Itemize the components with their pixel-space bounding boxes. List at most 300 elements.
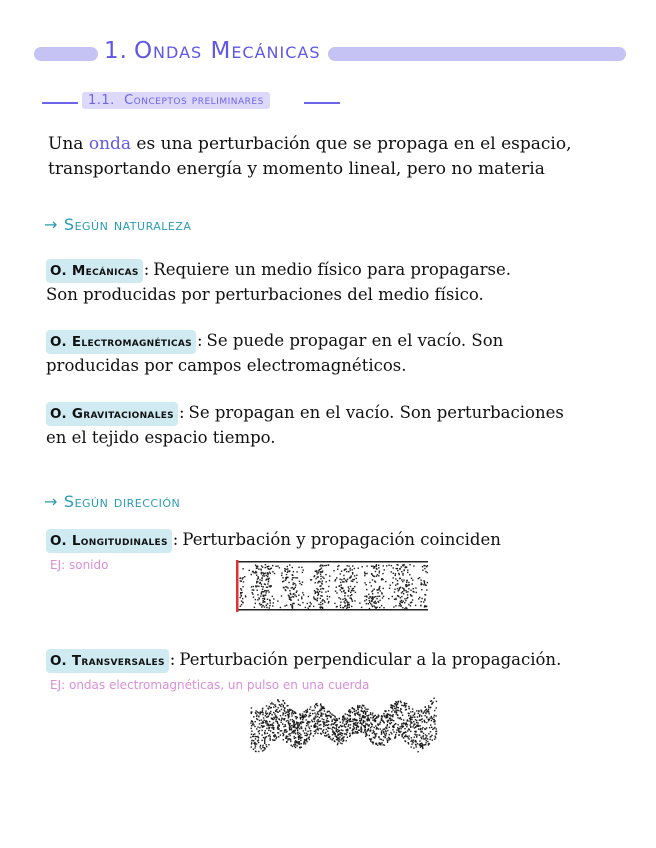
particle	[424, 720, 425, 721]
particle	[262, 740, 263, 741]
particle	[382, 744, 383, 745]
particle	[376, 564, 377, 565]
particle	[252, 593, 253, 594]
particle	[420, 580, 421, 581]
particle	[263, 737, 264, 738]
particle	[389, 715, 390, 716]
particle	[255, 565, 256, 566]
particle	[383, 736, 384, 737]
particle	[430, 731, 431, 732]
particle	[338, 741, 339, 742]
particle	[352, 721, 353, 722]
particle	[253, 572, 254, 573]
particle	[390, 720, 391, 721]
particle	[412, 579, 413, 580]
particle	[327, 596, 328, 597]
particle	[296, 596, 297, 597]
particle	[254, 607, 255, 608]
particle	[312, 721, 313, 722]
particle	[264, 743, 265, 744]
particle	[428, 720, 429, 721]
particle	[412, 726, 413, 727]
particle	[344, 569, 345, 570]
particle	[321, 595, 322, 596]
particle	[327, 715, 328, 716]
particle	[261, 573, 262, 574]
particle	[338, 597, 339, 598]
particle	[356, 713, 357, 714]
particle	[433, 719, 434, 720]
particle	[333, 570, 334, 571]
particle	[404, 736, 405, 737]
particle	[363, 725, 364, 726]
particle	[277, 722, 278, 723]
particle	[383, 588, 384, 589]
particle	[390, 738, 391, 739]
particle	[341, 732, 342, 733]
particle	[434, 710, 435, 711]
particle	[310, 713, 311, 714]
particle	[384, 722, 385, 723]
particle	[393, 573, 394, 574]
particle	[396, 702, 397, 703]
particle	[327, 718, 328, 719]
particle	[334, 722, 335, 723]
particle	[419, 740, 420, 741]
particle	[337, 735, 338, 736]
particle	[256, 716, 257, 717]
particle	[334, 603, 335, 604]
particle	[313, 596, 314, 597]
particle	[411, 719, 412, 720]
particle	[342, 737, 343, 738]
particle	[258, 742, 259, 743]
particle	[293, 589, 294, 590]
particle	[262, 714, 263, 715]
particle	[337, 739, 338, 740]
particle	[254, 747, 255, 748]
particle	[345, 713, 346, 714]
particle	[331, 721, 332, 722]
particle	[394, 737, 395, 738]
particle	[322, 713, 323, 714]
particle	[337, 566, 338, 567]
particle	[375, 601, 376, 602]
page-title	[104, 38, 321, 64]
particle	[421, 711, 422, 712]
particle	[364, 711, 365, 712]
particle	[346, 740, 347, 741]
particle	[327, 727, 328, 728]
particle	[309, 739, 310, 740]
particle	[383, 740, 384, 741]
particle	[281, 704, 282, 705]
particle	[309, 715, 310, 716]
particle	[351, 594, 352, 595]
particle	[314, 590, 315, 591]
particle	[281, 709, 282, 710]
particle	[354, 568, 355, 569]
particle	[339, 718, 340, 719]
particle	[352, 733, 353, 734]
particle	[410, 594, 411, 595]
particle	[317, 723, 318, 724]
particle	[329, 596, 330, 597]
particle	[410, 605, 411, 606]
particle	[277, 600, 278, 601]
particle	[320, 703, 321, 704]
particle	[256, 728, 257, 729]
particle	[352, 712, 353, 713]
particle	[307, 709, 308, 710]
particle	[382, 579, 383, 580]
particle	[373, 576, 374, 577]
particle	[367, 718, 368, 719]
particle	[348, 715, 349, 716]
particle	[261, 584, 262, 585]
particle	[348, 586, 349, 587]
particle	[343, 590, 344, 591]
particle	[353, 708, 354, 709]
particle	[287, 705, 288, 706]
particle	[302, 716, 303, 717]
particle	[321, 582, 322, 583]
particle	[287, 577, 288, 578]
electromagneticas-line-2: producidas por campos electromagnéticos.	[46, 356, 407, 375]
particle	[263, 747, 264, 748]
particle	[282, 700, 283, 701]
particle	[300, 722, 301, 723]
particle	[324, 600, 325, 601]
particle	[405, 585, 406, 586]
particle	[253, 589, 254, 590]
particle	[366, 565, 367, 566]
particle	[285, 726, 286, 727]
particle	[357, 723, 358, 724]
particle	[401, 719, 402, 720]
particle	[376, 598, 377, 599]
particle	[329, 575, 330, 576]
particle	[337, 731, 338, 732]
particle	[320, 733, 321, 734]
particle	[273, 707, 274, 708]
particle	[299, 747, 300, 748]
particle	[251, 734, 252, 735]
particle	[352, 572, 353, 573]
particle	[385, 730, 386, 731]
particle	[269, 605, 270, 606]
particle	[390, 715, 391, 716]
particle	[264, 583, 265, 584]
particle	[278, 736, 279, 737]
particle	[319, 591, 320, 592]
particle	[336, 592, 337, 593]
particle	[362, 722, 363, 723]
particle	[292, 605, 293, 606]
particle	[340, 734, 341, 735]
particle	[313, 735, 314, 736]
particle	[393, 577, 394, 578]
particle	[291, 732, 292, 733]
particle	[405, 736, 406, 737]
particle	[344, 595, 345, 596]
particle	[259, 579, 260, 580]
particle	[299, 733, 300, 734]
particle	[289, 729, 290, 730]
particle	[414, 737, 415, 738]
particle	[281, 718, 282, 719]
particle	[301, 737, 302, 738]
particle	[287, 587, 288, 588]
particle	[418, 711, 419, 712]
particle	[384, 716, 385, 717]
particle	[306, 741, 307, 742]
particle	[267, 587, 268, 588]
particle	[261, 725, 262, 726]
particle	[386, 717, 387, 718]
particle	[269, 571, 270, 572]
particle	[418, 578, 419, 579]
particle	[403, 593, 404, 594]
particle	[293, 571, 294, 572]
particle	[351, 580, 352, 581]
particle	[357, 705, 358, 706]
particle	[337, 724, 338, 725]
particle	[340, 739, 341, 740]
particle	[383, 713, 384, 714]
particle	[317, 591, 318, 592]
particle	[392, 596, 393, 597]
particle	[341, 735, 342, 736]
particle	[403, 601, 404, 602]
particle	[371, 598, 372, 599]
particle	[430, 717, 431, 718]
particle	[347, 602, 348, 603]
particle	[317, 573, 318, 574]
particle	[292, 603, 293, 604]
particle	[371, 726, 372, 727]
particle	[341, 743, 342, 744]
particle	[419, 716, 420, 717]
particle	[297, 734, 298, 735]
particle	[373, 742, 374, 743]
particle	[317, 733, 318, 734]
particle	[365, 725, 366, 726]
particle	[303, 569, 304, 570]
particle	[377, 728, 378, 729]
particle	[396, 568, 397, 569]
particle	[300, 747, 301, 748]
particle	[372, 732, 373, 733]
particle	[355, 725, 356, 726]
particle	[371, 574, 372, 575]
particle	[431, 703, 432, 704]
particle	[258, 737, 259, 738]
particle	[257, 590, 258, 591]
particle	[347, 714, 348, 715]
particle	[296, 742, 297, 743]
particle	[255, 710, 256, 711]
particle	[406, 591, 407, 592]
particle	[405, 600, 406, 601]
particle	[366, 724, 367, 725]
mecanicas-line-1: Requiere un medio físico para propagarse.	[153, 260, 511, 279]
particle	[240, 577, 241, 578]
particle	[325, 722, 326, 723]
particle	[355, 592, 356, 593]
particle	[269, 734, 270, 735]
particle	[430, 707, 431, 708]
particle	[388, 565, 389, 566]
particle	[372, 599, 373, 600]
particle	[401, 724, 402, 725]
particle	[413, 721, 414, 722]
particle	[278, 724, 279, 725]
particle	[342, 719, 343, 720]
particle	[394, 724, 395, 725]
particle	[376, 717, 377, 718]
particle	[345, 726, 346, 727]
particle	[347, 718, 348, 719]
particle	[315, 717, 316, 718]
particle	[406, 709, 407, 710]
particle	[428, 709, 429, 710]
particle	[281, 572, 282, 573]
particle	[396, 732, 397, 733]
particle	[269, 721, 270, 722]
particle	[315, 731, 316, 732]
particle	[384, 569, 385, 570]
particle	[435, 733, 436, 734]
particle	[381, 718, 382, 719]
particle	[259, 746, 260, 747]
particle	[344, 578, 345, 579]
particle	[397, 580, 398, 581]
particle	[354, 711, 355, 712]
particle	[375, 720, 376, 721]
particle	[421, 601, 422, 602]
particle	[260, 712, 261, 713]
particle	[300, 723, 301, 724]
particle	[261, 580, 262, 581]
particle	[284, 724, 285, 725]
particle	[274, 573, 275, 574]
particle	[284, 708, 285, 709]
particle	[352, 590, 353, 591]
particle	[264, 733, 265, 734]
particle	[337, 720, 338, 721]
particle	[405, 706, 406, 707]
particle	[425, 709, 426, 710]
particle	[379, 744, 380, 745]
particle	[292, 567, 293, 568]
title-bar-left	[34, 47, 98, 61]
particle	[372, 596, 373, 597]
particle	[407, 591, 408, 592]
particle	[424, 715, 425, 716]
particle	[350, 735, 351, 736]
particle	[365, 729, 366, 730]
particle	[305, 716, 306, 717]
particle	[423, 738, 424, 739]
particle	[305, 710, 306, 711]
particle	[356, 710, 357, 711]
particle	[428, 705, 429, 706]
particle	[381, 730, 382, 731]
particle	[388, 737, 389, 738]
particle	[299, 583, 300, 584]
particle	[318, 570, 319, 571]
particle	[327, 730, 328, 731]
particle	[261, 723, 262, 724]
particle	[403, 705, 404, 706]
particle	[385, 735, 386, 736]
particle	[345, 592, 346, 593]
particle	[306, 712, 307, 713]
particle	[356, 575, 357, 576]
particle	[352, 730, 353, 731]
particle	[362, 705, 363, 706]
particle	[328, 601, 329, 602]
particle	[408, 588, 409, 589]
particle	[300, 718, 301, 719]
term-electromagneticas: O. Electromagnéticas	[46, 330, 196, 354]
particle	[296, 718, 297, 719]
particle	[375, 725, 376, 726]
particle	[306, 723, 307, 724]
arrow-icon: →	[44, 492, 58, 511]
particle	[308, 716, 309, 717]
particle	[421, 715, 422, 716]
particle	[347, 720, 348, 721]
particle	[323, 729, 324, 730]
particle	[364, 596, 365, 597]
particle	[372, 579, 373, 580]
particle	[301, 567, 302, 568]
subtitle-number: 1.1.	[88, 93, 115, 108]
particle	[337, 729, 338, 730]
particle	[302, 722, 303, 723]
particle	[376, 566, 377, 567]
particle	[369, 582, 370, 583]
particle	[401, 571, 402, 572]
particle	[406, 580, 407, 581]
particle	[424, 744, 425, 745]
particle	[321, 567, 322, 568]
transverse-wave-figure	[248, 694, 438, 754]
particle	[280, 706, 281, 707]
particle	[402, 715, 403, 716]
particle	[299, 724, 300, 725]
particle	[295, 587, 296, 588]
particle	[260, 596, 261, 597]
particle	[342, 733, 343, 734]
particle	[284, 568, 285, 569]
particle	[285, 729, 286, 730]
particle	[306, 740, 307, 741]
particle	[328, 565, 329, 566]
particle	[258, 586, 259, 587]
particle	[303, 716, 304, 717]
particle	[304, 739, 305, 740]
particle	[347, 595, 348, 596]
particle	[361, 708, 362, 709]
particle	[264, 738, 265, 739]
particle	[396, 729, 397, 730]
particle	[429, 727, 430, 728]
particle	[304, 732, 305, 733]
particle	[315, 599, 316, 600]
